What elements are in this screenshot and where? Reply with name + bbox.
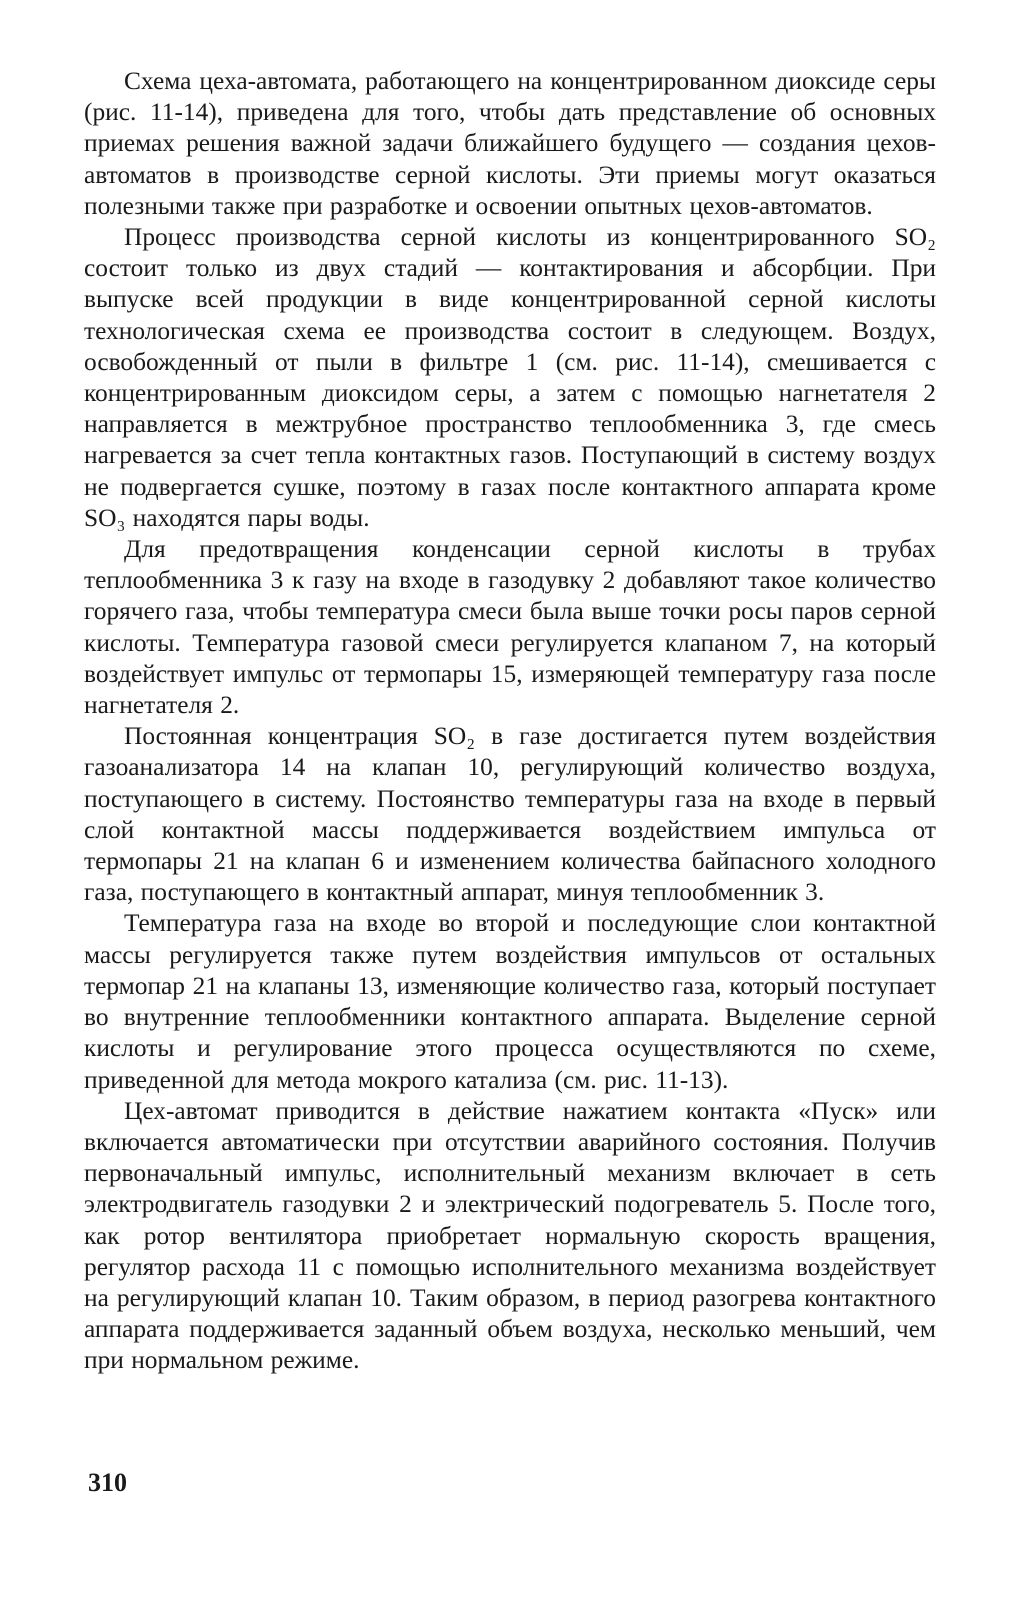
paragraph-5: Температура газа на входе во второй и последующие слои контактной массы регулируется также путем воздействия импульсов от остальных термопар 21 на клапаны 13, изменяющие количество газа, который поступает во внутренние теплообменники контактного аппарата. Выделение серной кислоты и регулирование этого процесса осуществляются по схеме, приведенной для метода мокрого катализа (см. рис. 11-13). — [84, 909, 936, 1094]
book-page — [84, 66, 936, 1546]
paragraph-4: Постоянная концентрация SO₂ в газе достигается путем воздействия газоанализатора 14 на клапан 10, регулирующий количество воздуха, поступающего в систему. Постоянство температуры газа на входе в первый слой контактной массы поддерживается воздействием импульса от термопары 21 на клапан 6 и изменением количества байпасного холодного газа, поступающего в контактный аппарат, минуя теплообменник 3. — [84, 722, 936, 907]
paragraph-6: Цех-автомат приводится в действие нажатием контакта «Пуск» или включается автоматически при отсутствии аварийного состояния. Получив первоначальный импульс, исполнительный механизм включает в сеть электродвигатель газодувки 2 и электрический подогреватель 5. После того, как ротор вентилятора приобретает нормальную скорость вращения, регулятор расхода 11 с помощью исполнительного механизма воздействует на регулирующий клапан 10. Таким образом, в период разогрева контактного аппарата поддерживается заданный объем воздуха, несколько меньший, чем при нормальном режиме. — [84, 1096, 936, 1375]
paragraph-2: Процесс производства серной кислоты из концентрированного SO₂ состоит только из двух стадий — контактирования и абсорбции. При выпуске всей продукции в виде концентрированной серной кислоты технологическая схема ее производства состоит в следующем. Воздух, освобожденный от пыли в фильтре 1 (см. рис. 11-14), смешивается с концентрированным диоксидом серы, а затем с помощью нагнетателя 2 направляется в межтрубное пространство теплообменника 3, где смесь нагревается за счет тепла контактных газов. Поступающий в систему воздух не подвергается сушке, поэтому в газах после контактного аппарата кроме SO₃ находятся пары воды. — [84, 223, 936, 532]
paragraph-3: Для предотвращения конденсации серной кислоты в трубах теплообменника 3 к газу на входе в газодувку 2 добавляют такое количество горячего газа, чтобы температура смеси была выше точки росы паров серной кислоты. Температура газовой смеси регулируется клапаном 7, на который воздействует импульс от термопары 15, измеряющей температуру газа после нагнетателя 2. — [84, 535, 936, 720]
page-number: 310 — [88, 1468, 127, 1497]
paragraph-1: Схема цеха-автомата, работающего на концентрированном диоксиде серы (рис. 11-14), приведена для того, чтобы дать представление об основных приемах решения важной задачи ближайшего будущего — создания цехов-автоматов в производстве серной кислоты. Эти приемы могут оказаться полезными также при разработке и освоении опытных цехов-автоматов. — [84, 67, 936, 220]
